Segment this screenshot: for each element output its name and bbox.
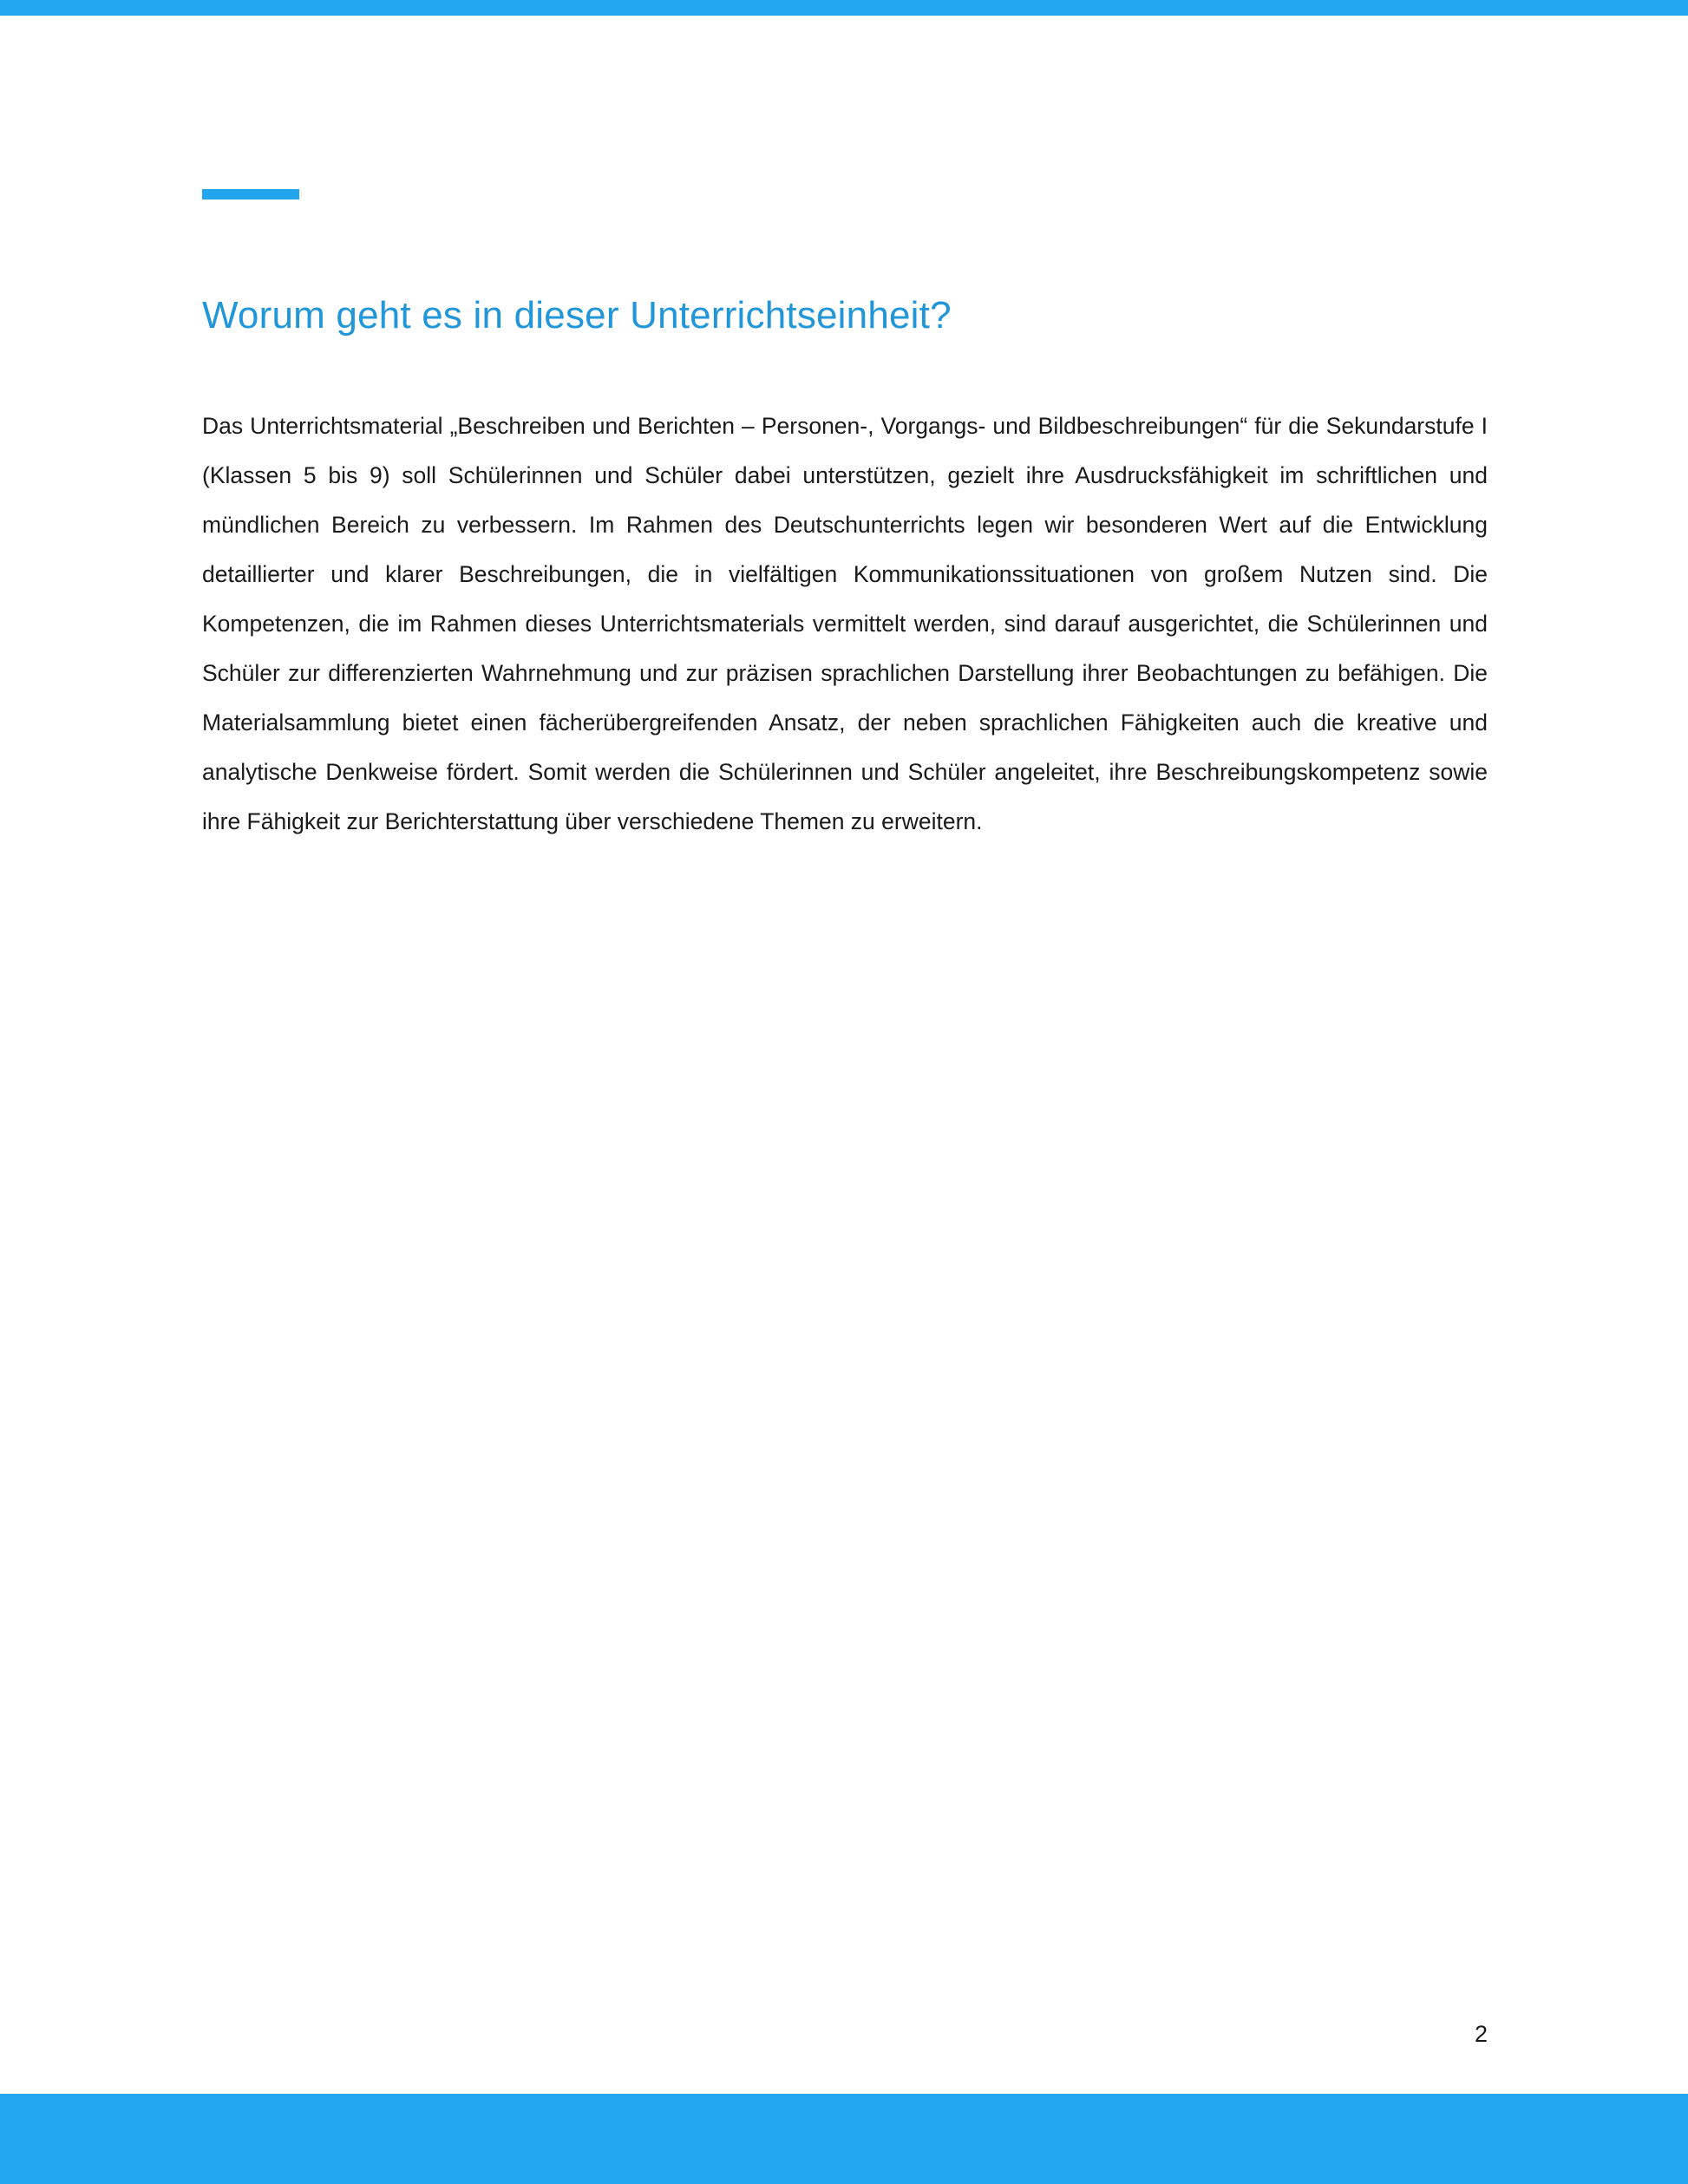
heading-accent-rule — [202, 189, 299, 199]
page-title: Worum geht es in dieser Unterrichtseinheit? — [202, 294, 952, 337]
page-number: 2 — [1474, 2021, 1488, 2047]
top-blue-band — [0, 0, 1688, 16]
intro-paragraph: Das Unterrichtsmaterial „Beschreiben und Berichten – Personen-, Vorgangs- und Bildbeschreibungen“ für die Sekundarstufe I (Klassen 5 bis 9) soll Schülerinnen und Schüler dabei unterstützen, gezielt ihre Ausdrucksfähigkeit im schriftlichen und mündlichen Bereich zu verbessern. Im Rahmen des Deutschunterrichts legen wir besonderen Wert auf die Entwicklung detaillierter und klarer Beschreibungen, die in vielfältigen Kommunikationssituationen von großem Nutzen sind. Die Kompetenzen, die im Rahmen dieses Unterrichtsmaterials vermittelt werden, sind darauf ausgerichtet, die Schülerinnen und Schüler zur differenzierten Wahrnehmung und zur präzisen sprachlichen Darstellung ihrer Beobachtungen zu befähigen. Die Materialsammlung bietet einen fächerübergreifenden Ansatz, der neben sprachlichen Fähigkeiten auch die kreative und analytische Denkweise fördert. Somit werden die Schülerinnen und Schüler angeleitet, ihre Beschreibungskompetenz sowie ihre Fähigkeit zur Berichterstattung über verschiedene Themen zu erweitern. — [202, 413, 1488, 834]
bottom-blue-band — [0, 2094, 1688, 2184]
